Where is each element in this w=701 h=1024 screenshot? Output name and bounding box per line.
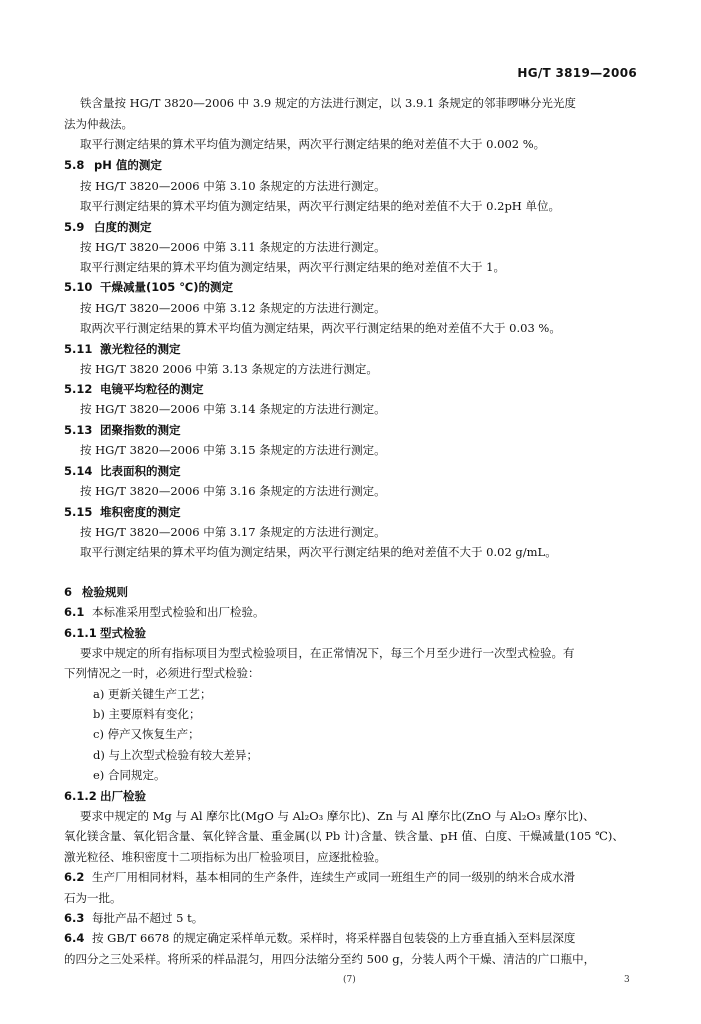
section-number: 6.1.1 bbox=[64, 626, 97, 640]
list-item: c) 停产又恢复生产； bbox=[93, 727, 200, 741]
section-heading-6-1-1 bbox=[64, 625, 146, 642]
section-title: 型式检验 bbox=[100, 626, 146, 640]
section-number: 5.15 bbox=[64, 505, 93, 519]
section-title: 出厂检验 bbox=[100, 789, 146, 803]
text-line: 按 HG/T 3820 2006 中第 3.13 条规定的方法进行测定。 bbox=[80, 362, 378, 376]
clause-6-4 bbox=[64, 930, 575, 947]
section-heading-5-8 bbox=[64, 157, 162, 174]
text-line: 激光粒径、堆积密度十二项指标为出厂检验项目，应逐批检验。 bbox=[64, 850, 386, 864]
section-number: 6.1 bbox=[64, 605, 85, 619]
section-title: 比表面积的测定 bbox=[100, 464, 181, 478]
section-title: 团聚指数的测定 bbox=[100, 423, 181, 437]
section-heading-5-9 bbox=[64, 219, 152, 236]
section-title: 堆积密度的测定 bbox=[100, 505, 181, 519]
text-line: 取平行测定结果的算术平均值为测定结果，两次平行测定结果的绝对差值不大于 0.02 g/mL。 bbox=[80, 545, 557, 559]
list-item: d) 与上次型式检验有较大差异； bbox=[93, 748, 259, 762]
section-number: 5.10 bbox=[64, 280, 93, 294]
clause-6-3 bbox=[64, 910, 203, 927]
text-line: 按 HG/T 3820—2006 中第 3.17 条规定的方法进行测定。 bbox=[80, 525, 386, 539]
section-number: 5.9 bbox=[64, 220, 85, 234]
section-title: 电镜平均粒径的测定 bbox=[100, 382, 204, 396]
section-title: 干燥减量(105 ℃)的测定 bbox=[100, 280, 233, 294]
text-line: 铁含量按 HG/T 3820—2006 中 3.9 规定的方法进行测定，以 3.9.1 条规定的邻菲啰啉分光光度 bbox=[80, 96, 576, 110]
text-line: 按 HG/T 3820—2006 中第 3.14 条规定的方法进行测定。 bbox=[80, 402, 386, 416]
text-line: 按 HG/T 3820—2006 中第 3.16 条规定的方法进行测定。 bbox=[80, 484, 386, 498]
text-line: 按 HG/T 3820—2006 中第 3.15 条规定的方法进行测定。 bbox=[80, 443, 386, 457]
text-line: 取平行测定结果的算术平均值为测定结果，两次平行测定结果的绝对差值不大于 0.002 %。 bbox=[80, 137, 546, 151]
clause-text: 生产厂用相同材料，基本相同的生产条件，连续生产或同一班组生产的同一级别的纳米合成水滑 bbox=[92, 870, 575, 884]
clause-6-2 bbox=[64, 869, 575, 886]
text-line: 要求中规定的所有指标项目为型式检验项目，在正常情况下，每三个月至少进行一次型式检验。有 bbox=[80, 646, 575, 660]
section-heading-5-12 bbox=[64, 381, 204, 398]
text-line: 氧化镁含量、氧化铝含量、氧化锌含量、重金属(以 Pb 计)含量、铁含量、pH 值、白度、干燥减量(105 ℃)、 bbox=[64, 829, 624, 843]
section-number: 6.3 bbox=[64, 911, 85, 925]
footer-mark: (7) bbox=[343, 975, 356, 985]
section-heading-5-11 bbox=[64, 341, 181, 358]
text-line: 按 HG/T 3820—2006 中第 3.10 条规定的方法进行测定。 bbox=[80, 179, 386, 193]
section-heading-5-15 bbox=[64, 504, 181, 521]
text-line: 法为仲裁法。 bbox=[64, 117, 133, 131]
text-line: 按 HG/T 3820—2006 中第 3.11 条规定的方法进行测定。 bbox=[80, 240, 386, 254]
section-heading-5-10 bbox=[64, 279, 233, 296]
section-number: 5.12 bbox=[64, 382, 93, 396]
text-line: 要求中规定的 Mg 与 Al 摩尔比(MgO 与 Al₂O₃ 摩尔比)、Zn 与 Al 摩尔比(ZnO 与 Al₂O₃ 摩尔比)、 bbox=[80, 809, 595, 823]
section-number: 6 bbox=[64, 585, 73, 599]
section-title: 激光粒径的测定 bbox=[100, 342, 181, 356]
text-line: 按 HG/T 3820—2006 中第 3.12 条规定的方法进行测定。 bbox=[80, 301, 386, 315]
section-number: 6.1.2 bbox=[64, 789, 97, 803]
section-title: 检验规则 bbox=[82, 585, 128, 599]
clause-6-1 bbox=[64, 604, 265, 621]
section-number: 5.13 bbox=[64, 423, 93, 437]
section-heading-6 bbox=[64, 584, 128, 601]
section-number: 5.11 bbox=[64, 342, 93, 356]
text-line: 取平行测定结果的算术平均值为测定结果，两次平行测定结果的绝对差值不大于 1。 bbox=[80, 260, 505, 274]
page-number: 3 bbox=[624, 975, 630, 985]
list-item: e) 合同规定。 bbox=[93, 768, 166, 782]
section-title: pH 值的测定 bbox=[94, 158, 162, 172]
section-heading-5-13 bbox=[64, 422, 181, 439]
section-heading-6-1-2 bbox=[64, 788, 146, 805]
list-item: b) 主要原料有变化； bbox=[93, 707, 201, 721]
list-item: a) 更新关键生产工艺； bbox=[93, 687, 212, 701]
clause-text: 本标准采用型式检验和出厂检验。 bbox=[92, 605, 265, 619]
section-number: 5.14 bbox=[64, 464, 93, 478]
section-title: 白度的测定 bbox=[94, 220, 152, 234]
clause-text: 每批产品不超过 5 t。 bbox=[92, 911, 204, 925]
text-line: 取两次平行测定结果的算术平均值为测定结果，两次平行测定结果的绝对差值不大于 0.03 %。 bbox=[80, 321, 561, 335]
clause-text: 按 GB/T 6678 的规定确定采样单元数。采样时，将采样器自包装袋的上方垂直插入至料层深度 bbox=[92, 931, 576, 945]
section-number: 6.2 bbox=[64, 870, 85, 884]
text-line: 取平行测定结果的算术平均值为测定结果，两次平行测定结果的绝对差值不大于 0.2pH 单位。 bbox=[80, 199, 560, 213]
standard-code: HG/T 3819—2006 bbox=[517, 66, 637, 80]
section-number: 5.8 bbox=[64, 158, 85, 172]
text-line: 下列情况之一时，必须进行型式检验： bbox=[64, 666, 260, 680]
section-number: 6.4 bbox=[64, 931, 85, 945]
text-line: 的四分之三处采样。将所采的样品混匀，用四分法缩分至约 500 g，分装人两个干燥、清洁的广口瓶中， bbox=[64, 952, 596, 966]
section-heading-5-14 bbox=[64, 463, 181, 480]
text-line: 石为一批。 bbox=[64, 891, 122, 905]
